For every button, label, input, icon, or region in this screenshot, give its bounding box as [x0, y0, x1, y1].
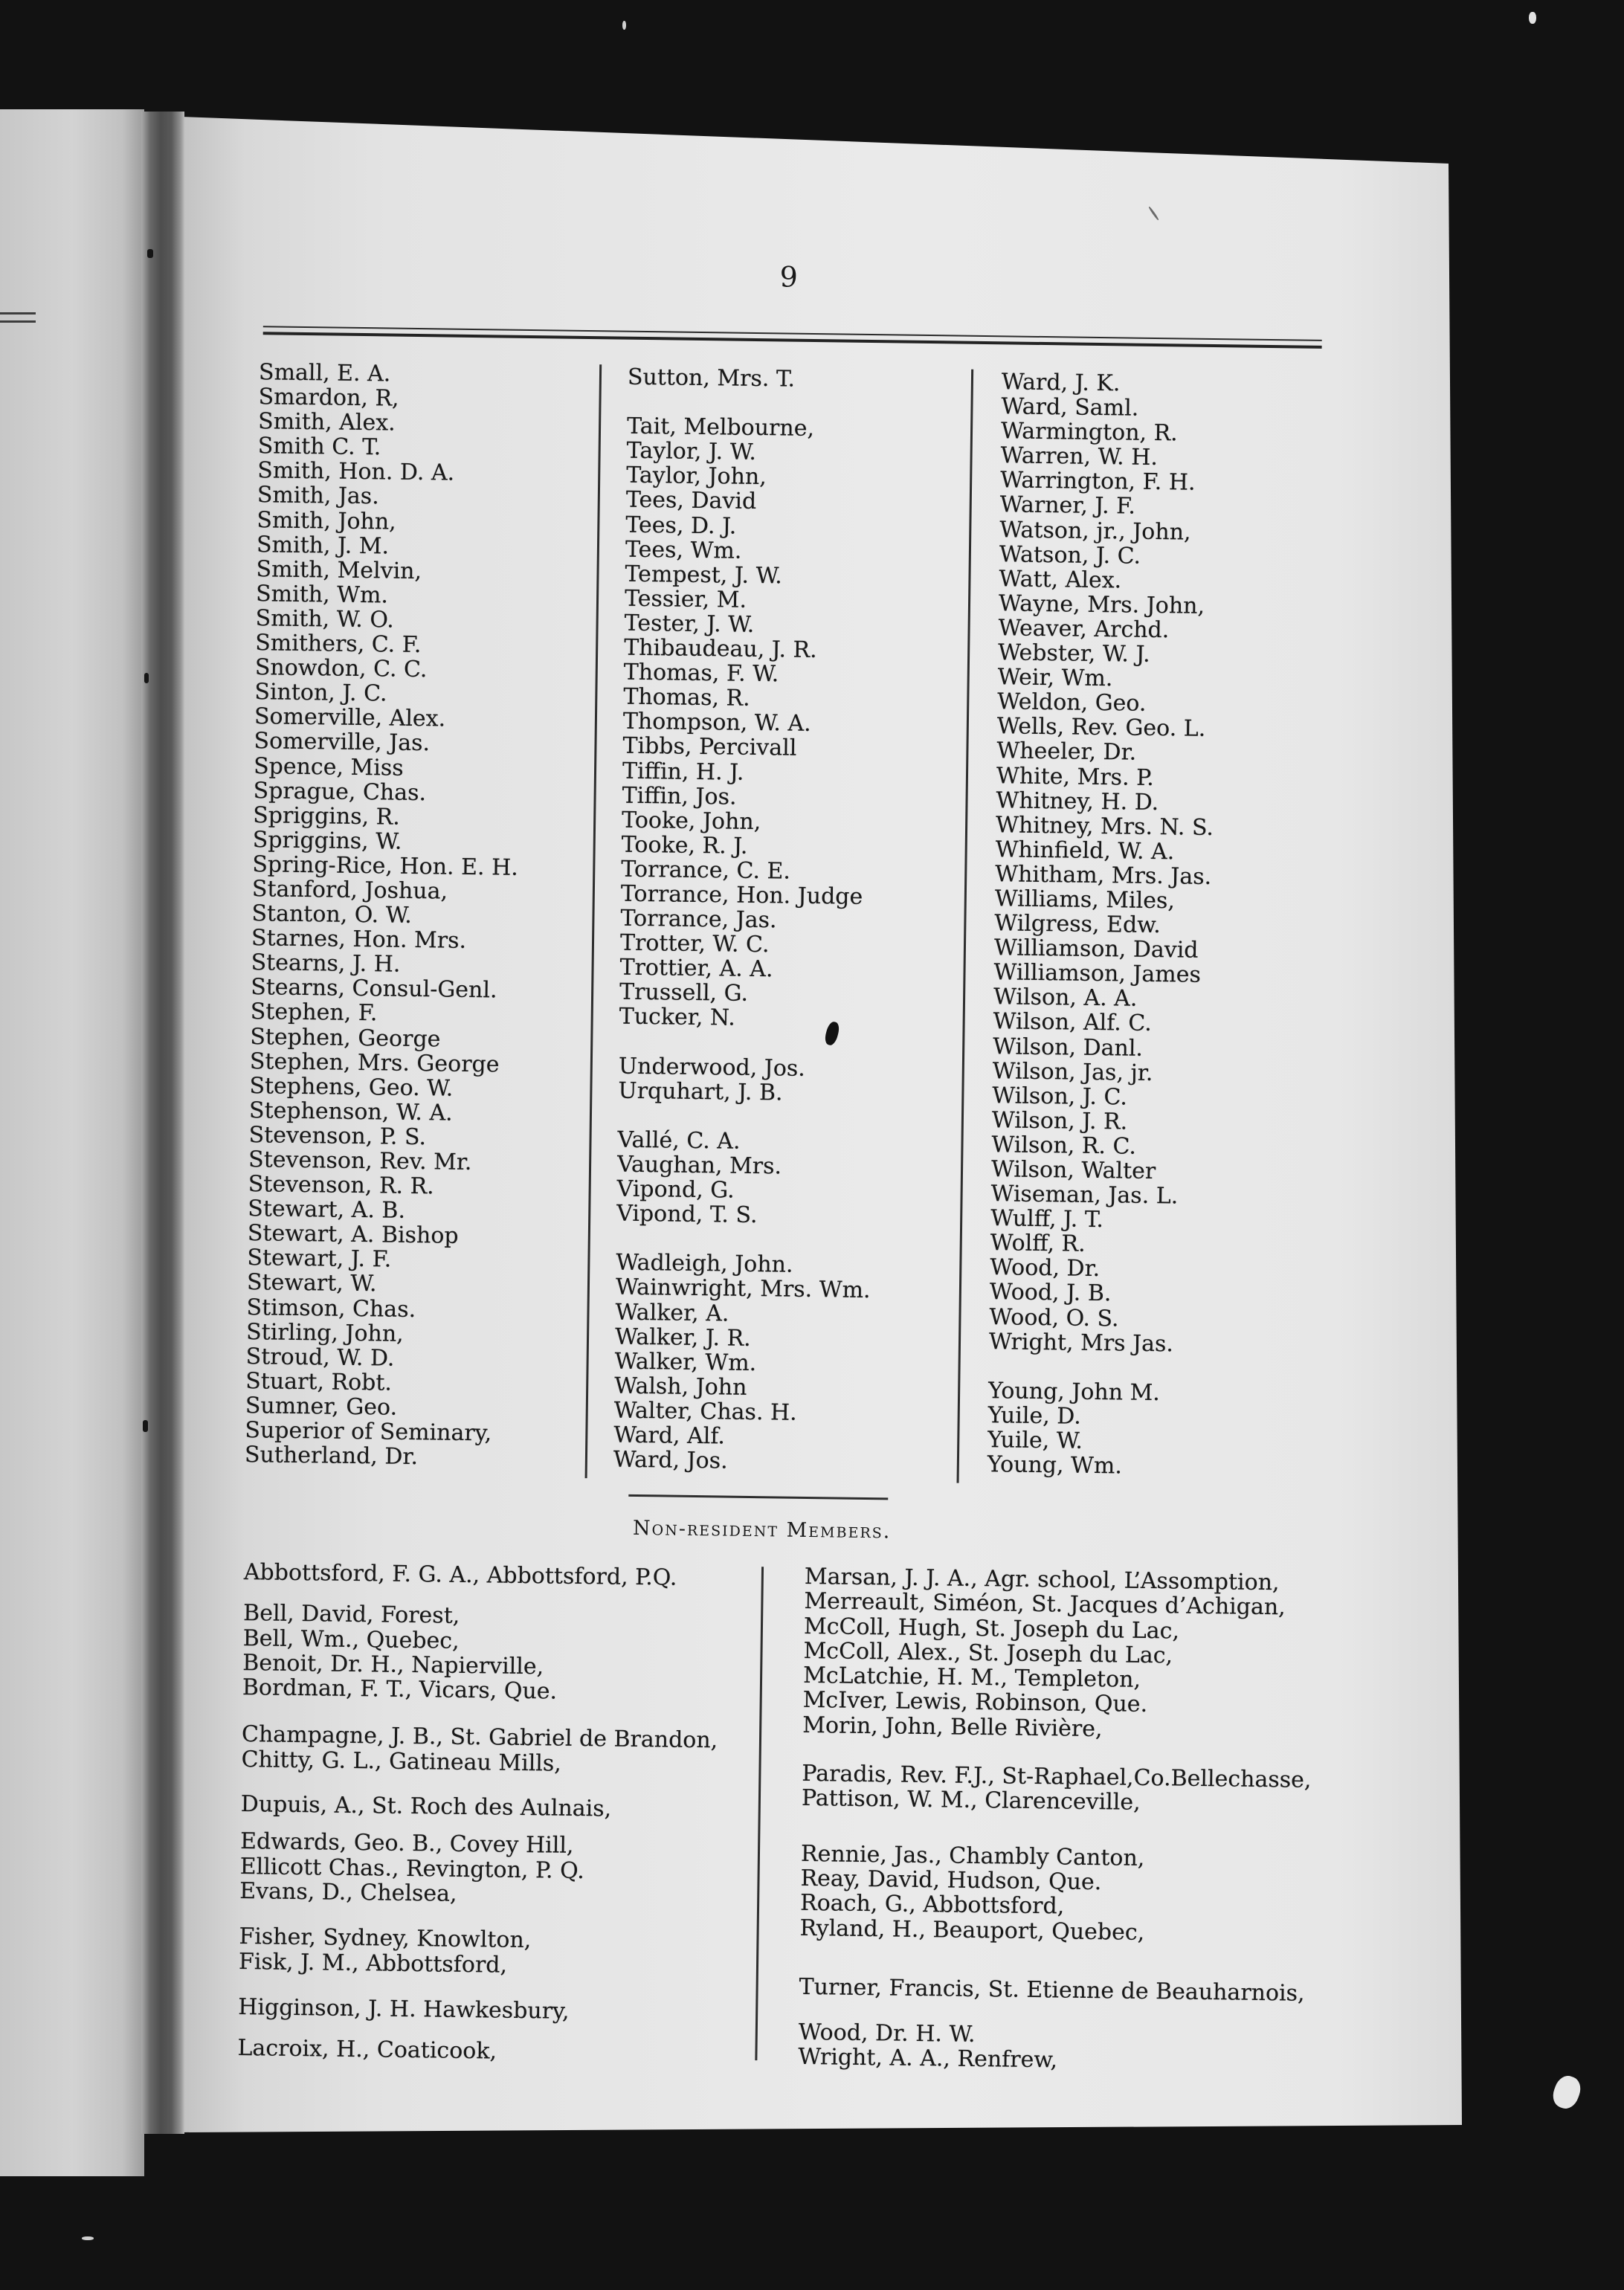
member-entry: Smithers, C. F.: [255, 630, 422, 659]
resident-column-1: [245, 360, 579, 1471]
member-entry: Tiffin, H. J.: [622, 758, 744, 786]
member-entry: Sinton, J. C.: [254, 679, 387, 707]
member-entry: Tait, Melbourne,: [626, 413, 815, 442]
member-entry: Wood, O. S.: [989, 1303, 1119, 1332]
member-entry: Torrance, Jas.: [620, 905, 777, 934]
member-entry: Taylor, John,: [626, 462, 767, 491]
member-entry: Small, E. A.: [258, 359, 391, 387]
letter-group: [802, 1761, 1367, 1819]
member-entry: Wood, Dr. H. W.: [798, 2019, 976, 2048]
member-entry: Weaver, Archd.: [998, 615, 1170, 644]
member-entry: Somerville, Jas.: [254, 728, 431, 757]
member-entry: Snowdon, C. C.: [254, 654, 428, 683]
member-entry: Wilson, Danl.: [993, 1033, 1144, 1062]
scan-speck: [1529, 12, 1536, 24]
member-entry: Wilson, J. C.: [992, 1082, 1128, 1111]
letter-group: [989, 370, 1388, 1358]
member-entry: Paradis, Rev. F.J., St-Raphael,Co.Bellechasse,: [802, 1761, 1312, 1793]
member-entry: Tucker, N.: [619, 1004, 735, 1032]
member-entry: Sprague, Chas.: [253, 777, 427, 806]
member-entry: Stanford, Joshua,: [251, 876, 448, 905]
member-entry: Stephenson, W. A.: [248, 1097, 453, 1126]
member-entry: Ward, Alf.: [613, 1422, 726, 1450]
member-entry: White, Mrs. P.: [996, 762, 1155, 791]
member-entry: Wilgress, Edw.: [994, 910, 1161, 939]
left-page-rule: [0, 320, 36, 323]
member-entry: Bordman, F. T., Vicars, Que.: [242, 1674, 558, 1705]
column-rule: [585, 364, 602, 1478]
member-entry: Stewart, W.: [246, 1269, 377, 1297]
member-entry: Urquhart, J. B.: [618, 1077, 783, 1106]
member-entry: Trussell, G.: [619, 978, 749, 1007]
member-entry: Warrington, F. H.: [999, 467, 1196, 497]
member-entry: Ward, Saml.: [1001, 393, 1139, 422]
member-entry: Tibbs, Percivall: [622, 733, 797, 762]
member-entry: Tooke, John,: [621, 807, 761, 835]
member-entry: Wadleigh, John.: [616, 1249, 793, 1279]
member-entry: Whitney, H. D.: [996, 787, 1159, 816]
member-entry: Starnes, Hon. Mrs.: [251, 925, 467, 955]
binding-gutter: [141, 112, 184, 2134]
member-entry: Bell, Wm., Quebec,: [242, 1625, 460, 1654]
member-entry: Vipond, T. S.: [616, 1200, 758, 1229]
member-entry: Wilson, J. R.: [991, 1107, 1128, 1135]
member-entry: Trottier, A. A.: [619, 954, 773, 983]
member-entry: Stearns, J. H.: [251, 949, 401, 978]
resident-column-3: [987, 370, 1388, 1482]
letter-group: [618, 1054, 953, 1107]
member-entry: Smith, Jas.: [257, 482, 379, 510]
member-entry: Chitty, G. L., Gatineau Mills,: [241, 1746, 562, 1777]
member-entry: Wayne, Mrs. John,: [998, 590, 1205, 619]
letter-group: [242, 1601, 750, 1706]
member-entry: Thompson, W. A.: [622, 708, 811, 738]
member-entry: Thibaudeau, J. R.: [623, 634, 817, 664]
member-entry: Whinfield, W. A.: [995, 836, 1175, 865]
member-entry: Tees, Wm.: [625, 536, 742, 564]
letter-group: [613, 1251, 951, 1477]
member-entry: Wilson, R. C.: [991, 1132, 1137, 1160]
letter-group: [987, 1378, 1376, 1482]
member-entry: Whitney, Mrs. N. S.: [995, 811, 1214, 841]
member-entry: Wheeler, Dr.: [996, 738, 1137, 767]
member-entry: Abbottsford, F. G. A., Abbottsford, P.Q.: [243, 1559, 677, 1591]
member-entry: Roach, G., Abbottsford,: [799, 1890, 1065, 1920]
letter-group: [238, 1995, 744, 2026]
member-entry: Wood, Dr.: [990, 1254, 1101, 1283]
non-resident-column-1: [237, 1560, 750, 2067]
member-entry: Smith, J. M.: [256, 531, 390, 560]
page-number: 9: [779, 260, 799, 294]
member-entry: Stephen, F.: [250, 999, 378, 1027]
member-entry: Ward, Jos.: [613, 1446, 728, 1474]
member-entry: Wood, J. B.: [989, 1279, 1112, 1307]
resident-column-2: [613, 365, 962, 1477]
letter-group: [244, 1560, 750, 1591]
letter-group: [239, 1924, 745, 1980]
letter-group: [239, 1829, 746, 1910]
member-entry: Wright, Mrs Jas.: [988, 1328, 1174, 1358]
member-entry: Sutton, Mrs. T.: [627, 364, 796, 393]
member-entry: Smith, Wm.: [255, 581, 389, 609]
member-entry: Pattison, W. M., Clarenceville,: [801, 1785, 1141, 1816]
scan-speck: [622, 21, 626, 30]
member-entry: Stewart, J. F.: [247, 1245, 392, 1274]
member-entry: McColl, Hugh, St. Joseph du Lac,: [803, 1613, 1180, 1645]
member-entry: Walsh, John: [613, 1373, 747, 1401]
member-entry: Stirling, John,: [245, 1318, 404, 1347]
member-entry: Spriggins, W.: [252, 826, 402, 855]
member-entry: Young, John M.: [987, 1378, 1161, 1407]
member-entry: Edwards, Geo. B., Covey Hill,: [239, 1828, 574, 1860]
member-entry: Wilson, Jas, jr.: [992, 1057, 1153, 1086]
page-content: [210, 238, 1410, 2112]
letter-group: [799, 1975, 1364, 2007]
member-entry: Smith, Hon. D. A.: [257, 457, 455, 487]
member-entry: Reay, David, Hudson, Que.: [800, 1865, 1102, 1896]
member-entry: Wiseman, Jas. L.: [990, 1181, 1179, 1210]
member-entry: Bell, David, Forest,: [242, 1600, 460, 1630]
member-entry: Whitham, Mrs. Jas.: [995, 861, 1212, 890]
member-entry: Thomas, R.: [623, 683, 750, 712]
letter-group: [241, 1792, 747, 1823]
member-entry: Smith, Melvin,: [256, 555, 422, 584]
member-entry: Williamson, James: [993, 959, 1202, 989]
member-entry: Stewart, A. Bishop: [247, 1220, 459, 1250]
member-entry: Stanton, O. W.: [251, 900, 413, 929]
member-entry: Fisher, Sydney, Knowlton,: [239, 1923, 532, 1954]
member-entry: Tester, J. W.: [624, 610, 755, 638]
member-entry: Warmington, R.: [1000, 418, 1178, 447]
member-entry: Tempest, J. W.: [625, 561, 782, 590]
member-entry: Vaughan, Mrs.: [616, 1151, 782, 1180]
member-entry: Yuile, W.: [987, 1427, 1083, 1454]
member-entry: Wilson, Alf. C.: [993, 1008, 1153, 1037]
member-entry: Walker, J. R.: [614, 1323, 751, 1352]
member-entry: Superior of Seminary,: [245, 1417, 492, 1447]
member-entry: Stimson, Chas.: [246, 1294, 416, 1323]
member-entry: Young, Wm.: [987, 1451, 1123, 1480]
member-entry: Spring-Rice, Hon. E. H.: [252, 851, 519, 881]
member-entry: Stearns, Consul-Genl.: [250, 974, 497, 1004]
binding-stitch-mark: [144, 673, 149, 683]
member-entry: Watson, J. C.: [999, 541, 1141, 570]
member-entry: Sumner, Geo.: [245, 1393, 398, 1421]
member-entry: Walker, A.: [615, 1299, 729, 1327]
member-entry: Walter, Chas. H.: [613, 1397, 797, 1426]
non-resident-column-2: [798, 1564, 1370, 2077]
member-entry: Thomas, F. W.: [623, 659, 779, 688]
left-page-rule: [0, 312, 36, 315]
member-entry: Vipond, G.: [616, 1175, 735, 1204]
binding-stitch-mark: [147, 249, 153, 258]
member-entry: Walker, Wm.: [614, 1348, 757, 1376]
member-entry: Wolff, R.: [990, 1230, 1086, 1258]
letter-group: [616, 1128, 953, 1231]
member-entry: Trotter, W. C.: [619, 929, 770, 958]
member-entry: Stephens, Geo. W.: [249, 1072, 454, 1102]
member-entry: Tiffin, Jos.: [622, 782, 737, 810]
member-entry: McLatchie, H. M., Templeton,: [802, 1662, 1141, 1694]
member-entry: Warner, J. F.: [999, 491, 1136, 520]
member-entry: Webster, W. J.: [997, 639, 1150, 668]
member-entry: Smardon, R,: [258, 384, 399, 412]
member-entry: Merreault, Siméon, St. Jacques d’Achigan,: [804, 1588, 1286, 1621]
member-entry: Wells, Rev. Geo. L.: [996, 713, 1206, 743]
member-entry: Stewart, A. B.: [248, 1196, 406, 1225]
member-entry: Smith, John,: [257, 506, 396, 535]
member-entry: Williamson, David: [993, 935, 1199, 964]
letter-group: [245, 360, 579, 1471]
member-entry: Tooke, R. J.: [621, 831, 748, 859]
scan-speck: [82, 2236, 94, 2240]
left-page-edge: [0, 109, 144, 2176]
member-entry: Stephen, Mrs. George: [249, 1048, 500, 1078]
header-double-rule: [263, 332, 1322, 349]
letter-group: [619, 414, 961, 1033]
member-entry: Stevenson, R. R.: [248, 1171, 434, 1200]
scan-speck: [1550, 2073, 1585, 2112]
member-entry: Stroud, W. D.: [245, 1343, 395, 1372]
section-rule: [628, 1494, 888, 1500]
member-entry: Spriggins, R.: [252, 802, 401, 830]
letter-group: [241, 1723, 747, 1778]
member-entry: Smith, Alex.: [257, 408, 396, 436]
member-entry: Evans, D., Chelsea,: [239, 1878, 457, 1907]
member-entry: Warren, W. H.: [1000, 442, 1159, 471]
member-entry: Fisk, J. M., Abbottsford,: [238, 1948, 508, 1978]
member-entry: Weldon, Geo.: [997, 688, 1147, 717]
member-entry: Marsan, J. J. A., Agr. school, L’Assomption,: [804, 1563, 1280, 1596]
member-entry: McColl, Alex., St. Joseph du Lac,: [803, 1637, 1173, 1669]
member-entry: Turner, Francis, St. Etienne de Beauharnois,: [799, 1973, 1305, 2007]
member-entry: Sutherland, Dr.: [244, 1442, 419, 1471]
member-entry: Taylor, J. W.: [626, 437, 757, 466]
member-entry: Torrance, Hon. Judge: [620, 880, 863, 910]
letter-group: [628, 365, 962, 394]
member-entry: Rennie, Jas., Chambly Canton,: [800, 1840, 1145, 1871]
member-entry: Champagne, J. B., St. Gabriel de Brandon,: [241, 1721, 718, 1754]
member-entry: Watt, Alex.: [999, 566, 1122, 594]
member-entry: Wilson, A. A.: [993, 984, 1138, 1013]
member-entry: Smith, W. O.: [255, 605, 394, 633]
member-entry: Stuart, Robt.: [245, 1367, 393, 1396]
column-rule: [755, 1567, 764, 2060]
member-entry: Watson, jr., John,: [999, 516, 1191, 546]
member-entry: Wulff, J. T.: [990, 1205, 1104, 1233]
binding-stitch-mark: [143, 1420, 148, 1432]
member-entry: Torrance, C. E.: [621, 856, 791, 885]
member-entry: Weir, Wm.: [997, 664, 1113, 692]
member-entry: Ward, J. K.: [1001, 369, 1121, 397]
non-resident-heading: Non-resident Members.: [632, 1516, 892, 1544]
member-entry: Tessier, M.: [624, 585, 747, 613]
member-entry: Wilson, Walter: [990, 1156, 1156, 1185]
member-entry: Tees, David: [625, 487, 757, 515]
member-entry: Benoit, Dr. H., Napierville,: [242, 1649, 544, 1680]
member-entry: Spence, Miss: [253, 752, 404, 781]
letter-group: [799, 1842, 1366, 1948]
member-entry: Ryland, H., Beauport, Quebec,: [799, 1915, 1145, 1946]
letter-group: [798, 2020, 1364, 2077]
member-entry: McIver, Lewis, Robinson, Que.: [802, 1687, 1148, 1718]
member-entry: Higginson, J. H. Hawkesbury,: [238, 1993, 570, 2025]
member-entry: Lacroix, H., Coaticook,: [237, 2035, 497, 2065]
member-entry: Dupuis, A., St. Roch des Aulnais,: [240, 1791, 612, 1822]
member-entry: Tees, D. J.: [625, 512, 737, 540]
member-entry: Stevenson, Rev. Mr.: [248, 1146, 472, 1176]
member-entry: Wainwright, Mrs. Wm.: [615, 1274, 871, 1304]
member-entry: Somerville, Alex.: [254, 703, 446, 732]
member-entry: Morin, John, Belle Rivière,: [802, 1712, 1103, 1742]
member-entry: Wright, A. A., Renfrew,: [798, 2044, 1058, 2074]
member-entry: Ellicott Chas., Revington, P. Q.: [239, 1853, 585, 1884]
member-entry: Yuile, D.: [987, 1402, 1082, 1430]
member-entry: Vallé, C. A.: [617, 1126, 741, 1155]
member-entry: Stevenson, P. S.: [248, 1122, 427, 1151]
member-entry: Stephen, George: [250, 1023, 441, 1053]
member-entry: Williams, Miles,: [994, 886, 1176, 915]
letter-group: [237, 2036, 743, 2067]
letter-group: [802, 1564, 1370, 1745]
member-entry: Smith C. T.: [257, 433, 381, 461]
member-entry: Underwood, Jos.: [618, 1053, 806, 1082]
